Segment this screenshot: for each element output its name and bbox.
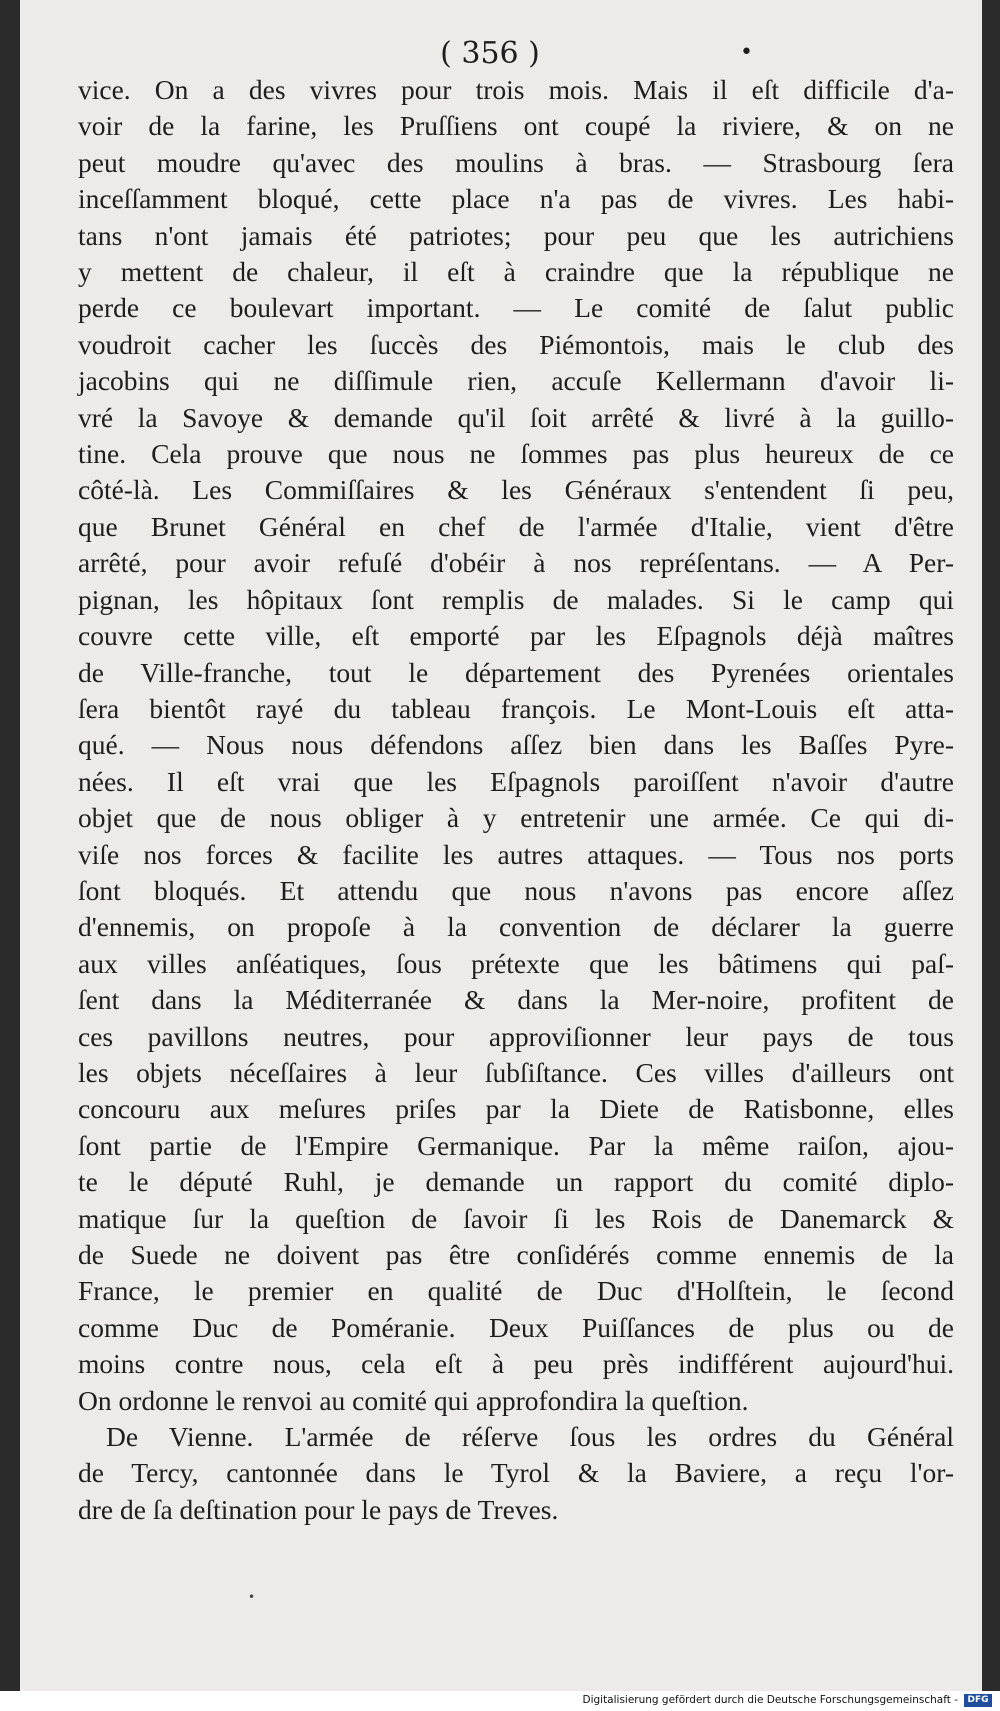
text-line: tine. Cela prouve que nous ne ſommes pas plus heureux de ce	[78, 438, 954, 470]
text-line: inceſſamment bloqué, cette place n'a pas de vivres. Les habi-	[78, 183, 954, 215]
text-line: vice. On a des vivres pour trois mois. Mais il eſt difficile d'a-	[78, 74, 954, 105]
dfg-logo: DFG	[964, 1694, 992, 1707]
text-line: concouru aux meſures priſes par la Diete de Ratisbonne, elles	[78, 1093, 954, 1125]
text-line: ſont bloqués. Et attendu que nous n'avons pas encore aſſez	[78, 874, 954, 906]
text-line: couvre cette ville, eſt emporté par les Eſpagnols déjà maîtres	[78, 620, 954, 652]
text-line: nées. Il eſt vrai que les Eſpagnols paroiſſent n'avoir d'autre	[78, 765, 954, 797]
text-line: vré la Savoye & demande qu'il ſoit arrêté & livré à la guillo-	[78, 401, 954, 433]
text-line: qué. — Nous nous défendons aſſez bien dans les Baſſes Pyre-	[78, 729, 954, 761]
page-number: ( 356 )	[440, 36, 540, 71]
text-line: voudroit cacher les ſuccès des Piémontois, mais le club des	[78, 328, 954, 360]
text-line: côté-là. Les Commiſſaires & les Généraux s'entendent ſi peu,	[78, 474, 954, 506]
text-line: On ordonne le renvoi au comité qui approfondira la queſtion.	[78, 1384, 749, 1416]
text-line: aux villes anſéatiques, ſous prétexte que les bâtimens qui paſ-	[78, 947, 954, 979]
text-line: moins contre nous, cela eſt à peu près indifférent aujourd'hui.	[78, 1348, 954, 1380]
text-line: de Ville-franche, tout le département des Pyrenées orientales	[78, 656, 954, 688]
text-line: de Tercy, cantonnée dans le Tyrol & la Baviere, a reçu l'or-	[78, 1457, 954, 1489]
text-line: ſera bientôt rayé du tableau françois. Le Mont-Louis eſt atta-	[78, 692, 954, 724]
text-line: objet que de nous obliger à y entretenir une armée. Ce qui di-	[78, 802, 954, 834]
text-line: les objets néceſſaires à leur ſubſiſtance. Ces villes d'ailleurs ont	[78, 1056, 954, 1088]
text-line: que Brunet Général en chef de l'armée d'Italie, vient d'être	[78, 510, 954, 542]
text-line: ſent dans la Méditerranée & dans la Mer-noire, profitent de	[78, 984, 954, 1016]
margin-mark: •	[740, 40, 753, 65]
text-line: perde ce boulevart important. — Le comité de ſalut public	[78, 292, 954, 324]
text-line: viſe nos forces & facilite les autres attaques. — Tous nos ports	[78, 838, 954, 870]
text-line: matique ſur la queſtion de ſavoir ſi les Rois de Danemarck &	[78, 1202, 954, 1234]
footer-bar	[0, 1691, 1000, 1711]
text-line: dre de ſa deſtination pour le pays de Treves.	[78, 1493, 559, 1525]
stray-mark: •	[248, 1590, 256, 1604]
footer-credit: Digitalisierung gefördert durch die Deutsche Forschungsgemeinschaft -	[582, 1694, 958, 1706]
text-line: tans n'ont jamais été patriotes; pour peu que les autrichiens	[78, 219, 954, 251]
text-line: d'ennemis, on propoſe à la convention de déclarer la guerre	[78, 911, 954, 943]
text-line: comme Duc de Poméranie. Deux Puiſſances de plus ou de	[78, 1311, 954, 1343]
text-line: France, le premier en qualité de Duc d'Holſtein, le ſecond	[78, 1275, 954, 1307]
text-line: jacobins qui ne diſſimule rien, accuſe Kellermann d'avoir li-	[78, 365, 954, 397]
text-line: ſont partie de l'Empire Germanique. Par la même raiſon, ajou-	[78, 1129, 954, 1161]
text-line: peut moudre qu'avec des moulins à bras. — Strasbourg ſera	[78, 146, 954, 178]
body-text	[78, 72, 954, 1528]
text-line: y mettent de chaleur, il eſt à craindre que la république ne	[78, 256, 954, 288]
text-line: de Suede ne doivent pas être conſidérés comme ennemis de la	[78, 1239, 954, 1270]
scanned-page	[20, 0, 982, 1711]
text-line: arrêté, pour avoir refuſé d'obéir à nos repréſentans. — A Per-	[78, 547, 954, 579]
text-line: voir de la farine, les Pruſſiens ont coupé la riviere, & on ne	[78, 110, 954, 142]
text-line: De Vienne. L'armée de réſerve ſous les ordres du Général	[106, 1421, 954, 1453]
text-line: pignan, les hôpitaux ſont remplis de malades. Si le camp qui	[78, 583, 954, 615]
text-line: ces pavillons neutres, pour approviſionner leur pays de tous	[78, 1020, 954, 1052]
text-line: te le député Ruhl, je demande un rapport du comité diplo-	[78, 1166, 954, 1198]
